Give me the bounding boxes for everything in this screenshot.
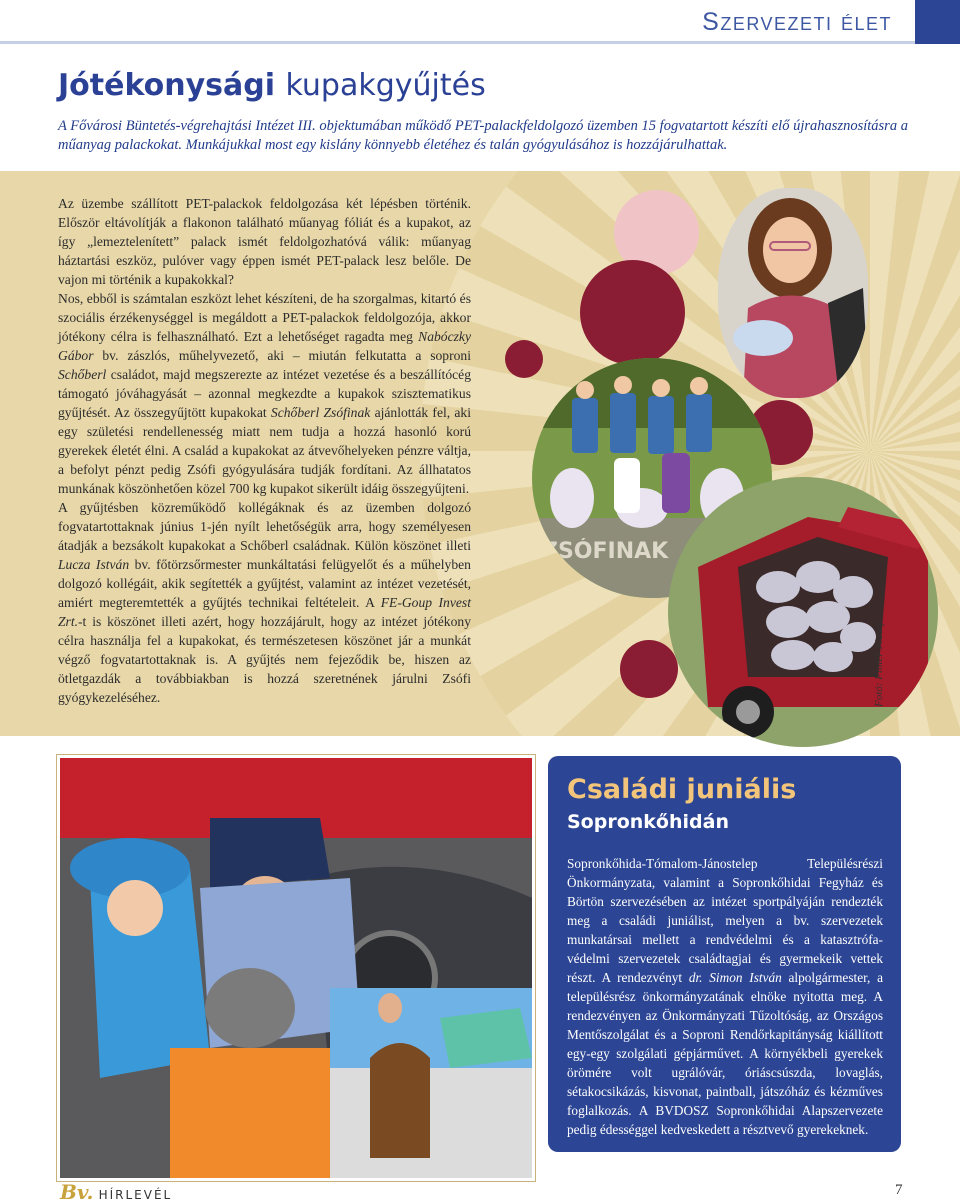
sidebar-subtitle: Sopronkőhidán xyxy=(567,811,729,833)
header-rule xyxy=(0,41,915,44)
article-paragraph: A gyűjtésben közreműködő kollégáknak és az üzemben dolgozó fogvatartottaknak június 1-jén nyílt lehetőségük arra, hogy személyesen átadják a bezsákolt kupakokat a Schőberl családnak. Külön köszönet illeti Lucza István bv. főtörzsőrmester munkáltatási felügyelőt és a műhelyben dolgozó kollégáit, akik segítették a gyűjtést, valamint az intézet vezetését, amiért megteremtették a gyűjtés technikai feltételeit. A FE-Goup Invest Zrt.-t is köszönet illeti azért, hogy hozzájárult, hogy az intézet jótékony célra használja fel a kupakokat, és természetesen köszönet jár a munkát végző fogvatartottaknak is. A gyűjtés nem fejeződik be, hiszen az ötletgazdák a továbbiakban is hozzá szeretnének járulni Zsófi gyógykezeléséhez. xyxy=(58,500,471,705)
sidebar-title: Családi juniális xyxy=(567,774,797,805)
decor-circle xyxy=(620,640,678,698)
photo-girl-illustration xyxy=(718,188,868,398)
sidebar-box xyxy=(548,756,901,1152)
article-lead: A Fővárosi Büntetés-végrehajtási Intézet III. objektumában működő PET-palackfeldolgozó üzemben 15 fogvatartott készíti elő újrahasznosításra a műanyag palackokat. Munkájukkal most egy kislány könnyebb életéhez és talán gyógyulásához is hozzájárulhattak. xyxy=(58,118,908,153)
article-paragraph: Nos, ebből is számtalan eszközt lehet készíteni, de ha szorgalmas, kitartó és szociális érzékenységgel is megáldott a PET-palackok feldolgozója, akkor jótékony célra is felhasználható. Ezt a lehetőséget ragadta meg Nabóczky Gábor bv. zászlós, műhelyvezető, aki – miután felkutatta a soproni Schőberl családot, majd megszerezte az intézet vezetése és a beszállítócég támogató jóváhagyását – azonnal megkezdte a kupakok szisztematikus gyűjtését. Az összegyűjtött kupakokat Schőberl Zsófinak ajánlották fel, aki egy születési rendellenesség miatt nem tudja a hozzá hasonló korú gyerekek életét élni. A család a kupakokat az átvevőhelyeken pénzre váltja, a befolyt pénzt pedig Zsófi gyógyulására tudják fordítani. Az állhatatos munkának köszönhetően közel 700 kg kupakot sikerült idáig összegyűjteni. xyxy=(58,291,471,496)
article-title-part1: Jótékonysági xyxy=(58,68,275,103)
article-paragraph: Az üzembe szállított PET-palackok feldolgozása két lépésben történik. Először eltávolítják a flakonon található műanyag fóliát és a kupakot, az így „lemeztelenített” palack ismét feldolgozhatóvá válik: műanyag háztartási eszköz, pulóver vagy éppen ismét PET-palack lesz belőle. De vajon mi történik a kupakokkal? xyxy=(58,196,471,287)
article-title-part2: kupakgyűjtés xyxy=(285,68,486,103)
section-label: Szervezeti élet xyxy=(702,8,892,36)
page-number: 7 xyxy=(895,1182,903,1198)
person-name: Lucza István xyxy=(58,557,130,572)
decor-circle xyxy=(505,340,543,378)
photo-girl xyxy=(718,188,868,398)
logo-text: HÍRLEVÉL xyxy=(98,1188,173,1202)
decor-circle xyxy=(580,260,685,365)
person-name: dr. Simon István xyxy=(688,970,782,985)
photo-car xyxy=(668,477,938,747)
photo-sign-text: ZSÓFINAK xyxy=(542,539,669,564)
photo-credit: Fotó: Pintér József xyxy=(873,622,885,707)
article-body xyxy=(58,194,471,707)
family-name: Schőberl xyxy=(58,367,107,382)
photo-police-car-illustration xyxy=(60,758,532,1178)
footer-logo xyxy=(60,1180,172,1204)
article-title xyxy=(58,68,486,103)
company-name: FE-Goup Invest Zrt. xyxy=(58,595,471,629)
photo-police-car xyxy=(57,755,535,1181)
sidebar-body: Sopronkőhida-Tómalom-Jánostelep Településrészi Önkormányzata, valamint a Sopronkőhidai Fegyház és Börtön szervezésében az intézet sportpályáján rendezték meg a családi juniálist, melyen a bv. szervezetek munkatársai mellett a rendvédelmi és a katasztrófa-védelmi szervezetek családtagjai és gyermekeik vettek részt. A rendezvényt dr. Simon István alpolgármester, a településrész önkormányzatának elnöke nyitotta meg. A rendezvényen az Önkormányzati Tűzoltóság, az Országos Mentőszolgálat és a Soproni Rendőrkapitányság kiállított egy-egy szolgálati gépjárművet. A környékbeli gyerekek örömére volt ugrálóvár, óriáscsúszda, lovaglás, sétakocsikázás, kisvonat, paintball, játszóház és kézműves foglalkozás. A BVDOSZ Sopronkőhidai Alapszervezete pedig édességgel kedveskedett a résztvevő gyerekeknek. xyxy=(567,856,883,1137)
header-color-block xyxy=(915,0,960,44)
person-name: Schőberl Zsófinak xyxy=(270,405,371,420)
person-name: Nabóczky Gábor xyxy=(58,329,471,363)
photo-car-illustration xyxy=(668,477,938,747)
logo-bv: Bv. xyxy=(60,1180,94,1204)
